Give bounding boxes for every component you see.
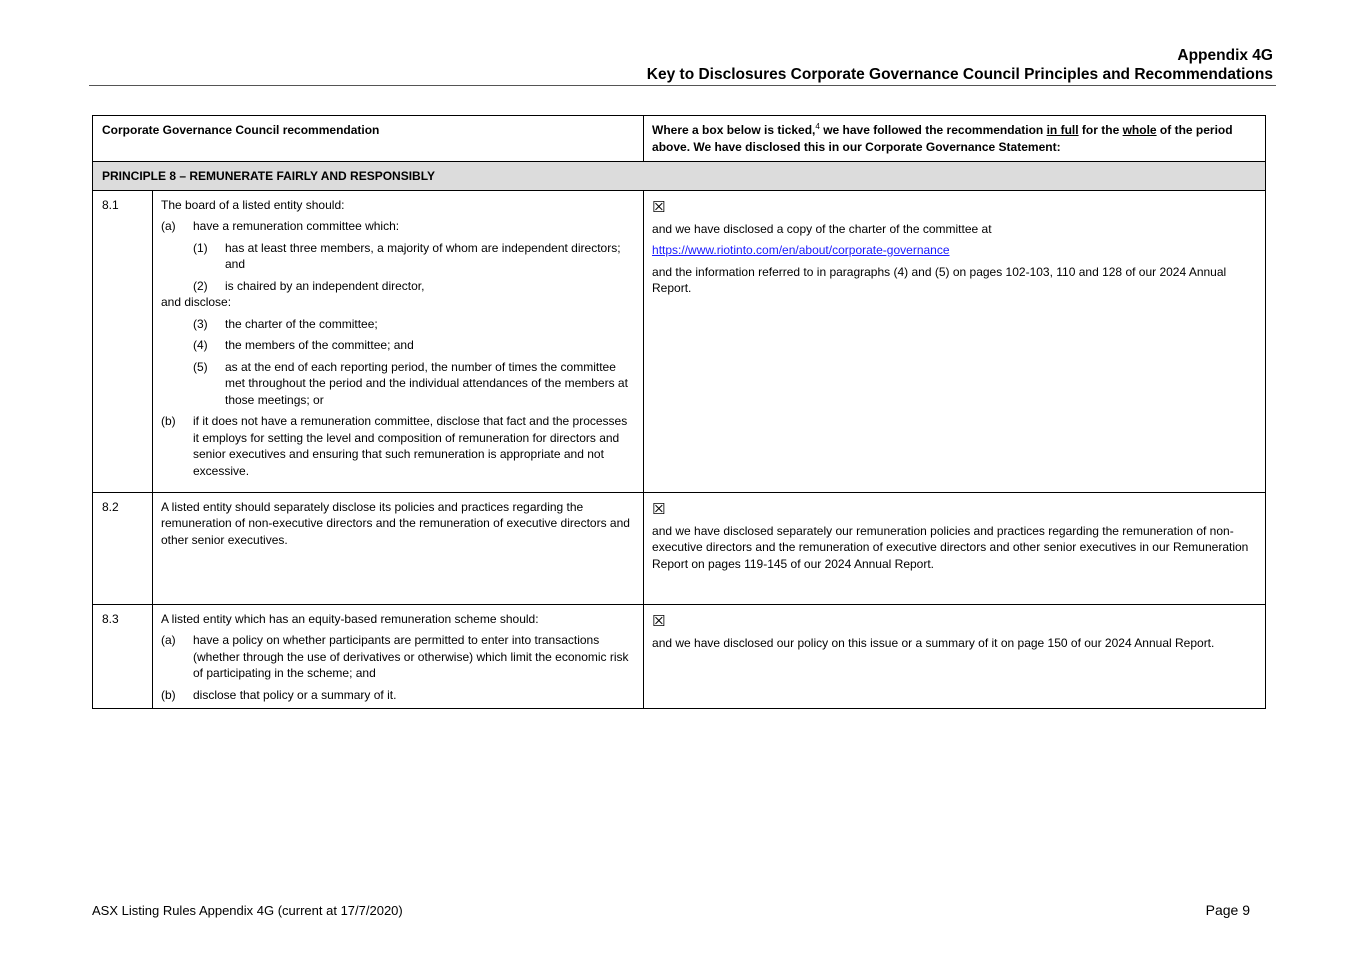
response-text: and the information referred to in paragraphs (4) and (5) on pages 102-103, 110 and 128 of our 2024 Annual Report. — [652, 264, 1227, 295]
table-header-row — [93, 116, 1266, 162]
item-label: (1) — [193, 240, 208, 255]
col-header-text-4: of the period above. We have disclosed this in our Corporate Governance Statement: — [652, 123, 1233, 154]
footnote-marker: 4 — [815, 122, 820, 131]
page-number: Page 9 — [1205, 902, 1250, 918]
recommendation-number: 8.2 — [93, 492, 153, 604]
table-row — [93, 492, 1266, 604]
page-header — [647, 46, 1273, 84]
list-item — [161, 413, 635, 479]
header-document-title: Key to Disclosures Corporate Governance Council Principles and Recommendations — [646, 66, 1273, 83]
item-label: (a) — [161, 633, 176, 647]
table-row — [93, 604, 1266, 708]
col-header-response — [644, 116, 1266, 162]
and-disclose-text: and disclose: — [161, 295, 232, 309]
governance-link[interactable]: https://www.riotinto.com/en/about/corporate-governance — [652, 243, 950, 257]
list-item — [193, 359, 635, 409]
item-text: has at least three members, a majority of whom are independent directors; and — [225, 240, 621, 271]
item-text: disclose that policy or a summary of it. — [193, 687, 397, 702]
item-label: (3) — [193, 316, 208, 331]
recommendation-text — [153, 190, 644, 492]
principle-heading: PRINCIPLE 8 – REMUNERATE FAIRLY AND RESPONSIBLY — [93, 162, 1266, 191]
header-divider — [89, 85, 1276, 86]
recommendation-intro: A listed entity which has an equity-based remuneration scheme should: — [161, 611, 539, 626]
item-label: (2) — [193, 278, 208, 293]
recommendation-number: 8.3 — [93, 604, 153, 708]
item-text: have a remuneration committee which: — [193, 219, 400, 233]
item-text: the charter of the committee; — [225, 316, 378, 331]
col-header-text-1: Where a box below is ticked, — [652, 123, 816, 137]
checked-box-icon: ☒ — [652, 499, 666, 518]
response-cell — [644, 190, 1266, 492]
recommendation-body: A listed entity should separately disclose its policies and practices regarding the remuneration of non-executive directors and the remuneration of executive directors and other senior executives. — [161, 499, 630, 547]
item-text: if it does not have a remuneration committee, disclose that fact and the processes it employs for setting the level and composition of remuneration for directors and senior executives and ensuring that such remuneration is appropriate and not excessive. — [193, 414, 628, 478]
disclosure-table — [92, 115, 1266, 709]
principle-row — [93, 162, 1266, 191]
list-item — [193, 278, 635, 295]
list-item — [161, 632, 635, 682]
item-label: (a) — [161, 219, 176, 233]
response-cell — [644, 492, 1266, 604]
list-item — [161, 687, 635, 704]
col-header-in-full: in full — [1046, 123, 1079, 137]
list-item — [193, 337, 635, 354]
list-item — [161, 218, 635, 235]
item-label: (b) — [161, 414, 176, 428]
response-text: and we have disclosed our policy on this issue or a summary of it on page 150 of our 2024 Annual Report. — [652, 635, 1215, 650]
recommendation-number: 8.1 — [93, 190, 153, 492]
item-label: (5) — [193, 359, 208, 374]
col-header-text-2: we have followed the recommendation — [819, 123, 1047, 137]
col-header-text-3: for the — [1078, 123, 1123, 137]
checked-box-icon: ☒ — [652, 197, 666, 216]
footer-source: ASX Listing Rules Appendix 4G (current at 17/7/2020) — [92, 903, 403, 918]
item-text: have a policy on whether participants are permitted to enter into transactions (whether through the use of derivatives or otherwise) which limit the economic risk of participating in the scheme; and — [193, 633, 629, 680]
response-text: and we have disclosed a copy of the charter of the committee at — [652, 221, 992, 236]
col-header-recommendation: Corporate Governance Council recommendation — [93, 116, 644, 162]
response-cell — [644, 604, 1266, 708]
col-header-whole: whole — [1122, 123, 1157, 137]
recommendation-text — [153, 604, 644, 708]
item-text: as at the end of each reporting period, the number of times the committee met throughout the period and the individual attendances of the members at those meetings; or — [225, 359, 628, 407]
list-item — [193, 240, 635, 273]
checked-box-icon: ☒ — [652, 611, 666, 630]
list-item — [193, 316, 635, 333]
item-text: is chaired by an independent director, — [225, 278, 425, 293]
recommendation-intro: The board of a listed entity should: — [161, 197, 345, 212]
table-row — [93, 190, 1266, 492]
recommendation-text — [153, 492, 644, 604]
response-text: and we have disclosed separately our remuneration policies and practices regarding the remuneration of non-executive directors and the remuneration of executive directors and other senior executives in our Remuneration Report on pages 119-145 of our 2024 Annual Report. — [652, 523, 1249, 571]
item-label: (b) — [161, 687, 176, 702]
item-text: the members of the committee; and — [225, 338, 414, 352]
item-label: (4) — [193, 338, 208, 352]
header-appendix-title: Appendix 4G — [1177, 47, 1273, 64]
